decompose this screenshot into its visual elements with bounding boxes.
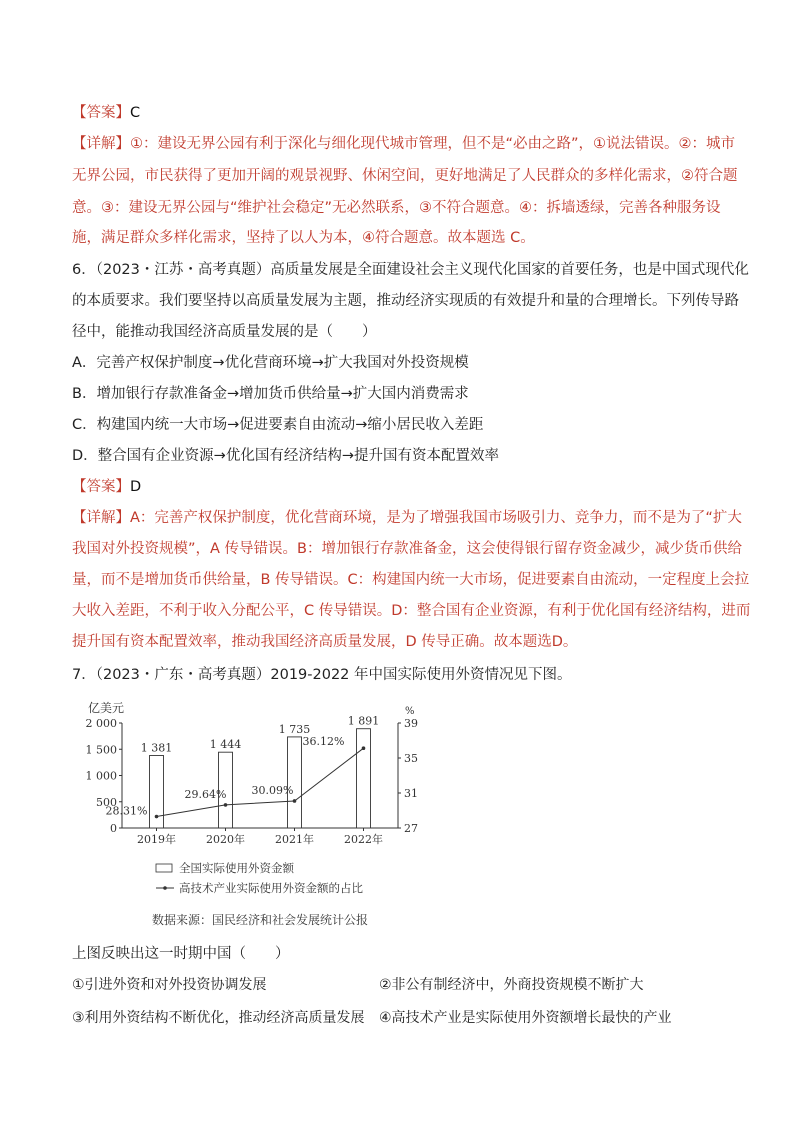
q6-stem-line-2: 的本质要求。我们要坚持以高质量发展为主题，推动经济实现质的有效提升和量的合理增长。下列传导路 xyxy=(72,293,739,309)
y-tick-label: 2 000 xyxy=(85,717,117,730)
y-tick-label: 1 000 xyxy=(85,769,117,783)
bar-value-label: 1 444 xyxy=(209,738,242,752)
q5-detail-line-1 xyxy=(72,134,735,154)
y-tick-label: 1 500 xyxy=(85,743,117,757)
y2-tick-label: 31 xyxy=(404,787,418,800)
ratio-value-label: 36.12% xyxy=(302,735,345,749)
ratio-value-label: 28.31% xyxy=(105,804,148,818)
y2-tick-label: 27 xyxy=(404,822,418,835)
ratio-value-label: 30.09% xyxy=(251,783,294,797)
ratio-point xyxy=(224,803,228,807)
y2-axis-ticks xyxy=(398,717,418,835)
answer-value: C xyxy=(130,105,141,121)
foreign-investment-chart xyxy=(80,695,440,940)
q6-answer-line xyxy=(72,477,141,497)
answer-value: D xyxy=(130,479,142,495)
q6-option-a: A．完善产权保护制度→优化营商环境→扩大我国对外投资规模 xyxy=(72,355,469,371)
ratio-point xyxy=(362,746,366,750)
bar-value-label: 1 891 xyxy=(347,714,380,728)
bar-value-label: 1 735 xyxy=(278,722,311,736)
x-tick-label: 2019年 xyxy=(137,833,176,846)
q6-stem-line-1: 6．（2023・江苏・高考真题）高质量发展是全面建设社会主义现代化国家的首要任务，也是中国式现代化 xyxy=(72,262,749,278)
q7-question: 上图反映出这一时期中国（ ） xyxy=(72,946,290,962)
x-tick-label: 2021年 xyxy=(275,833,314,846)
legend-bar-label: 全国实际使用外资金额 xyxy=(179,861,294,875)
ratio-point xyxy=(155,815,159,819)
q6-detail-line-4: 大收入差距，不利于收入分配公平，C 传导错误。D：整合国有企业资源，有利于优化国有经济结构，进而 xyxy=(72,603,751,619)
q6-detail-line-2: 我国对外投资规模”，A 传导错误。B：增加银行存款准备金，这会使得银行留存资金减少，减少货币供给 xyxy=(72,541,742,557)
legend-line-marker xyxy=(163,886,167,890)
q7-option-4: ④高技术产业是实际使用外资额增长最快的产业 xyxy=(379,1010,672,1026)
y2-axis-label: % xyxy=(405,706,415,717)
x-tick-label: 2022年 xyxy=(344,833,383,846)
bar xyxy=(357,729,371,828)
q7-stem: 7．（2023・广东・高考真题）2019-2022 年中国实际使用外资情况见下图。 xyxy=(72,667,572,683)
x-tick-label: 2020年 xyxy=(206,833,245,846)
x-axis-labels xyxy=(137,828,383,846)
y-axis-label: 亿美元 xyxy=(88,701,125,715)
ratio-points xyxy=(155,746,366,818)
legend-line-label: 高技术产业实际使用外资金额的占比 xyxy=(179,881,363,895)
ratio-line xyxy=(157,748,364,816)
bar-value-label: 1 381 xyxy=(140,741,173,755)
q5-detail-line-3: 意。③：建设无界公园与“维护社会稳定”无必然联系，③不符合题意。④：拆墙透绿，完善各种服务设 xyxy=(72,200,721,216)
q5-detail-line-2: 无界公园，市民获得了更加开阔的观景视野、休闲空间，更好地满足了人民群众的多样化需求，②符合题 xyxy=(72,168,738,184)
y2-tick-label: 39 xyxy=(404,717,418,730)
q5-detail-line-4: 施，满足群众多样化需求，坚持了以人为本，④符合题意。故本题选 C。 xyxy=(72,230,535,246)
q6-option-d: D．整合国有企业资源→优化国有经济结构→提升国有资本配置效率 xyxy=(72,448,499,464)
q7-option-3: ③利用外资结构不断优化，推动经济高质量发展 xyxy=(72,1010,365,1026)
q7-option-2: ②非公有制经济中，外商投资规模不断扩大 xyxy=(379,977,644,993)
detail-tag: 【详解】 xyxy=(72,510,130,526)
q7-option-1: ①引进外资和对外投资协调发展 xyxy=(72,977,267,993)
answer-tag: 【答案】 xyxy=(72,105,130,121)
q6-option-c: C．构建国内统一大市场→促进要素自由流动→缩小居民收入差距 xyxy=(72,417,484,433)
y-tick-label: 500 xyxy=(96,795,117,809)
detail-tag: 【详解】 xyxy=(72,136,130,152)
chart-source: 数据来源：国民经济和社会发展统计公报 xyxy=(152,913,369,927)
q6-stem-line-3: 径中，能推动我国经济高质量发展的是（ ） xyxy=(72,324,377,340)
q6-option-b: B．增加银行存款准备金→增加货币供给量→扩大国内消费需求 xyxy=(72,386,469,402)
ratio-point xyxy=(293,799,297,803)
q6-detail-line-3: 量，而不是增加货币供给量，B 传导错误。C：构建国内统一大市场，促进要素自由流动，一定程度上会拉 xyxy=(72,572,750,588)
q6-detail-line-5: 提升国有资本配置效率，推动我国经济高质量发展，D 传导正确。故本题选D。 xyxy=(72,634,578,650)
ratio-value-label: 29.64% xyxy=(184,787,227,801)
answer-tag: 【答案】 xyxy=(72,479,130,495)
bar xyxy=(288,737,302,828)
q6-detail-line-1 xyxy=(72,508,742,528)
y-tick-label: 0 xyxy=(110,822,117,835)
legend-bar-swatch xyxy=(156,864,172,872)
detail-text: A：完善产权保护制度，优化营商环境，是为了增强我国市场吸引力、竞争力，而不是为了“扩大 xyxy=(130,510,742,526)
y2-tick-label: 35 xyxy=(404,752,418,765)
q5-answer-line xyxy=(72,103,140,123)
detail-text: ①：建设无界公园有利于深化与细化现代城市管理，但不是“必由之路”，①说法错误。②：城市 xyxy=(130,136,736,152)
